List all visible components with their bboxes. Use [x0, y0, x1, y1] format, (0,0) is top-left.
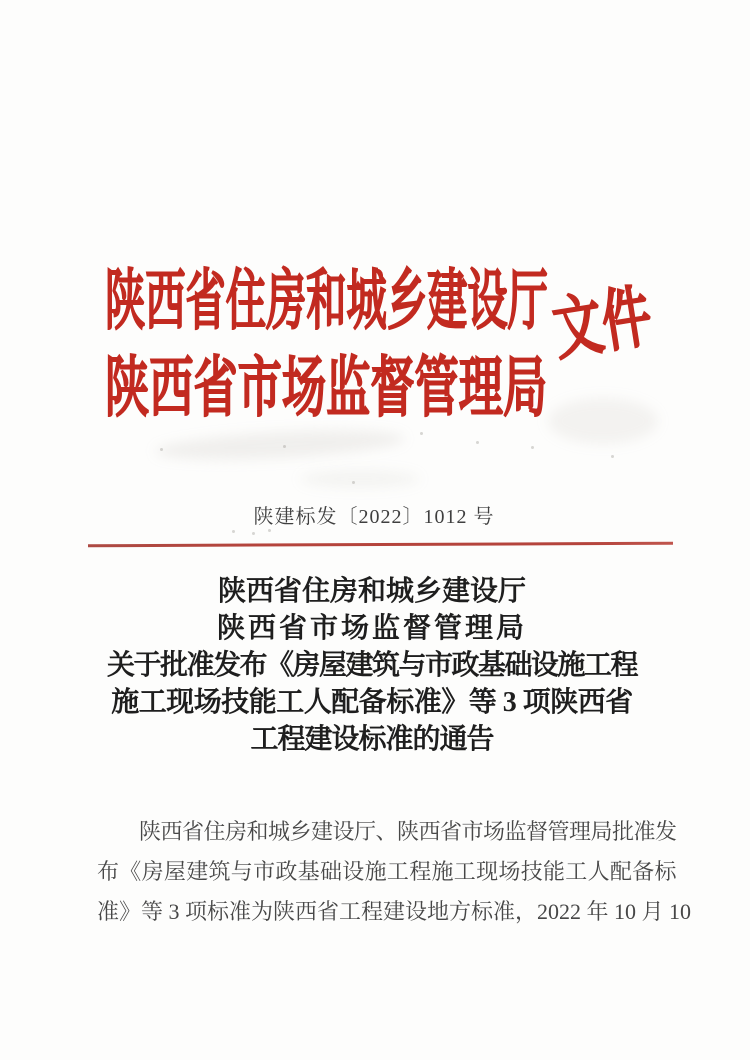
- scan-speck: [160, 448, 163, 451]
- scan-speck: [476, 441, 479, 444]
- body-line-3: 准》等 3 项标准为陕西省工程建设地方标准，2022 年 10 月 10: [97, 899, 692, 924]
- scan-speck: [268, 529, 271, 532]
- scan-speck: [252, 532, 255, 535]
- letterhead-org-line-1: 陕西省住房和城乡建设厅: [105, 265, 548, 338]
- scan-smudge: [300, 470, 420, 488]
- scan-speck: [531, 446, 534, 449]
- letterhead-doc-type-label: 文件: [548, 278, 657, 369]
- doc-number: 陕建标发〔2022〕1012 号: [253, 506, 495, 528]
- title-line-4: 施工现场技能工人配备标准》等 3 项陕西省: [111, 687, 633, 718]
- scan-smudge: [154, 425, 405, 464]
- title-line-2: 陕西省市场监督管理局: [216, 613, 527, 644]
- letterhead-org-line-2: 陕西省市场监督管理局: [105, 352, 548, 425]
- scan-speck: [232, 530, 235, 533]
- scan-smudge: [548, 398, 658, 444]
- scan-speck: [611, 455, 614, 458]
- scan-speck: [283, 445, 286, 448]
- body-line-1: 陕西省住房和城乡建设厅、陕西省市场监督管理局批准发: [139, 819, 677, 844]
- scan-speck: [420, 432, 423, 435]
- scan-speck: [352, 481, 355, 484]
- notice-title: [0, 573, 744, 758]
- body-paragraph: [97, 812, 692, 932]
- title-line-3: 关于批准发布《房屋建筑与市政基础设施工程: [106, 650, 637, 681]
- red-divider-rule: [88, 542, 673, 547]
- title-line-5: 工程建设标准的通告: [250, 724, 494, 755]
- title-line-1: 陕西省住房和城乡建设厅: [217, 576, 526, 607]
- body-line-2: 布《房屋建筑与市政基础设施工程施工现场技能工人配备标: [97, 859, 677, 884]
